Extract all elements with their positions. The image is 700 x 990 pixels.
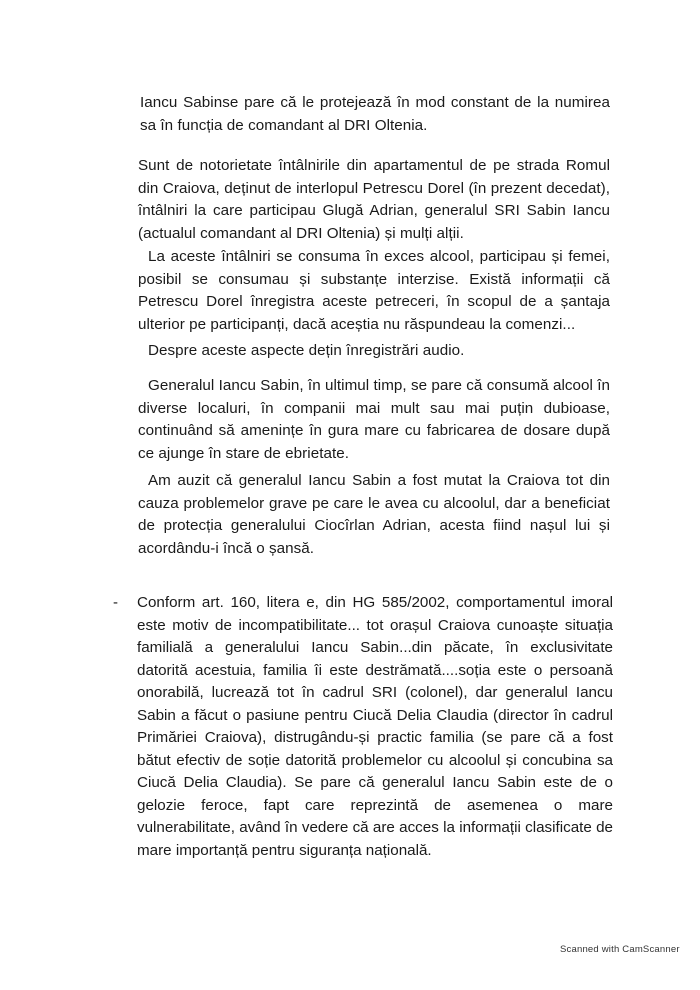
paragraph-1: Iancu Sabinse pare că le protejează în mod constant de la numirea sa în funcția de comandant al DRI Oltenia. bbox=[140, 94, 610, 134]
paragraph-5: Generalul Iancu Sabin, în ultimul timp, se pare că consumă alcool în diverse localuri, în companii mai mult sau mai puțin dubioase, continuând să amenințe în gura mare cu fabricarea de dosare după ce ajunge în stare de ebrietate. bbox=[138, 377, 610, 462]
bullet-marker: - bbox=[113, 594, 118, 611]
paragraph-4: Despre aceste aspecte dețin înregistrări audio. bbox=[148, 342, 465, 359]
paragraph-6: Am auzit că generalul Iancu Sabin a fost mutat la Craiova tot din cauza problemelor grave pe care le avea cu alcoolul, dar a beneficiat de protecția generalului Ciocîrlan Adrian, acesta fiind nașul lui și acordându-i încă o șansă. bbox=[138, 472, 610, 557]
paragraph-3: La aceste întâlniri se consuma în exces alcool, participau și femei, posibil se consumau și substanțe interzise. Există informații că Petrescu Dorel înregistra aceste petreceri, în scopul de a șantaja ulterior pe participanți, dacă aceștia nu răspundeau la comenzi... bbox=[138, 248, 610, 333]
bullet-text: Conform art. 160, litera e, din HG 585/2002, comportamentul imoral este motiv de incompatibilitate... tot orașul Craiova cunoaște situația familială a generalului Iancu Sabin...din păcate, în exclusivitate datorită acestuia, familia îi este destrămată....soția este o persoană onorabilă, lucrează tot în cadrul SRI (colonel), dar generalul Iancu Sabin a făcut o pasiune pentru Ciucă Delia Claudia (director în cadrul Primăriei Craiova), distrugându-și practic familia (se pare că a fost bătut efectiv de soție datorită problemelor cu alcoolul și concubina sa Ciucă Delia Claudia). Se pare că generalul Iancu Sabin este de o gelozie feroce, fapt care reprezintă de asemenea o mare vulnerabilitate, având în vedere că are acces la informații clasificate de mare importanță pentru siguranța națională. bbox=[137, 594, 613, 859]
paragraph-2: Sunt de notorietate întâlnirile din apartamentul de pe strada Romul din Craiova, deținut de interlopul Petrescu Dorel (în prezent decedat), întâlniri la care participau Glugă Adrian, generalul SRI Sabin Iancu (actualul comandant al DRI Oltenia) și mulți alții. bbox=[138, 157, 610, 242]
scanner-watermark: Scanned with CamScanner bbox=[560, 944, 680, 955]
